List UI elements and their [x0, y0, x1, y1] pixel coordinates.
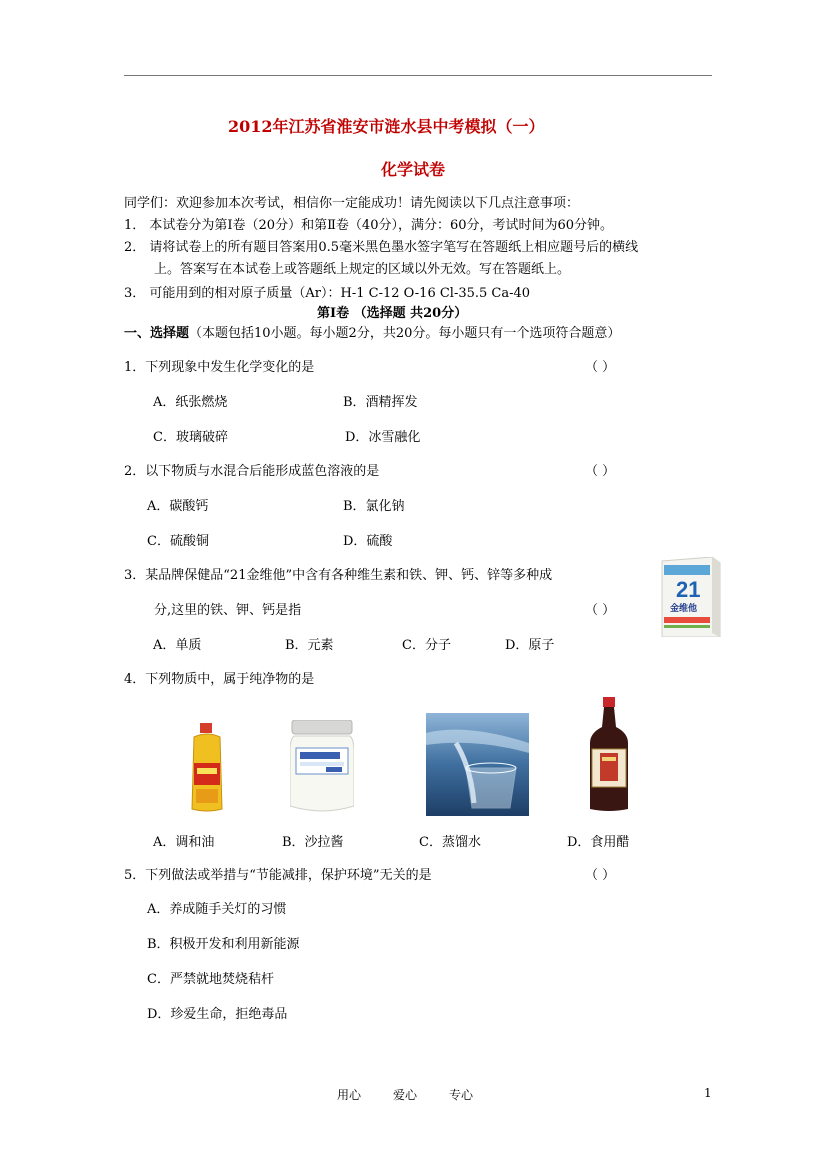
- header-rule: [124, 75, 712, 76]
- option: A．单质: [153, 638, 202, 653]
- option: A．纸张燃烧: [153, 395, 228, 410]
- instructions-intro: 同学们：欢迎参加本次考试，相信你一定能成功！请先阅读以下几点注意事项：: [124, 196, 580, 211]
- instruction-item: 2． 请将试卷上的所有题目答案用0.5毫米黑色墨水签字笔写在答题纸上相应题号后的横线: [124, 240, 639, 255]
- part-description: （本题包括10小题。每小题2分，共20分。每小题只有一个选项符合题意）: [189, 326, 621, 341]
- option: C．分子: [402, 638, 451, 653]
- question-stem: 3．某品牌保健品“21金维他”中含有各种维生素和铁、钾、钙、锌等多种成: [124, 568, 553, 583]
- option: A．调和油: [153, 835, 215, 850]
- question-stem-continued: 分,这里的铁、钾、钙是指: [154, 603, 302, 618]
- answer-paren: （ ）: [585, 603, 616, 618]
- question-stem: 1．下列现象中发生化学变化的是: [124, 360, 315, 375]
- option: C．硫酸铜: [147, 534, 209, 549]
- option: B．元素: [285, 638, 334, 653]
- vitamin-box-name: 金维他: [670, 604, 698, 614]
- vinegar-bottle-image: [588, 697, 630, 817]
- question-stem: 2．以下物质与水混合后能形成蓝色溶液的是: [124, 464, 380, 479]
- page-number: 1: [704, 1086, 712, 1100]
- option: D．硫酸: [343, 534, 393, 549]
- instruction-item: 上。答案写在本试卷上或答题纸上规定的区域以外无效。写在答题纸上。: [154, 262, 571, 277]
- option: C．玻璃破碎: [153, 430, 228, 445]
- vitamin-box-image: [656, 557, 722, 641]
- option: B．酒精挥发: [343, 395, 418, 410]
- option: A．碳酸钙: [147, 499, 209, 514]
- footer-motto-1: 用心: [337, 1088, 362, 1102]
- exam-title: 2012年江苏省淮安市涟水县中考模拟（一）: [228, 117, 545, 136]
- cooking-oil-image: [188, 723, 226, 817]
- answer-paren: （ ）: [585, 868, 616, 883]
- part-heading: [124, 322, 620, 341]
- distilled-water-image: [426, 713, 529, 820]
- instruction-item: 1． 本试卷分为第Ⅰ卷（20分）和第Ⅱ卷（40分），满分：60分，考试时间为60分钟。: [124, 218, 614, 233]
- part-title: 一、选择题: [124, 326, 190, 341]
- option: B．沙拉酱: [282, 835, 344, 850]
- option: D．珍爱生命，拒绝毒品: [147, 1007, 288, 1022]
- option: D．食用醋: [567, 835, 630, 850]
- option: C．严禁就地焚烧秸杆: [147, 972, 274, 987]
- salad-dressing-image: [290, 720, 354, 819]
- answer-paren: （ ）: [585, 360, 616, 375]
- footer-motto-2: 爱心: [393, 1088, 418, 1102]
- instruction-item: 3． 可能用到的相对原子质量（Ar）：H-1 C-12 O-16 Cl-35.5 Ca-40: [124, 286, 531, 301]
- answer-paren: （ ）: [585, 464, 616, 479]
- option: D．冰雪融化: [345, 430, 421, 445]
- option: C．蒸馏水: [419, 835, 481, 850]
- option: B．氯化钠: [343, 499, 405, 514]
- footer-motto-3: 专心: [449, 1088, 474, 1102]
- section-heading: 第Ⅰ卷 （选择题 共20分）: [317, 306, 468, 321]
- question-stem: 5．下列做法或举措与“节能减排，保护环境”无关的是: [124, 868, 432, 883]
- option: A．养成随手关灯的习惯: [147, 902, 287, 917]
- option: D．原子: [505, 638, 555, 653]
- exam-subtitle: 化学试卷: [381, 160, 446, 179]
- question-stem: 4．下列物质中，属于纯净物的是: [124, 672, 315, 687]
- option: B．积极开发和利用新能源: [147, 937, 300, 952]
- vitamin-box-number: 21: [676, 577, 701, 602]
